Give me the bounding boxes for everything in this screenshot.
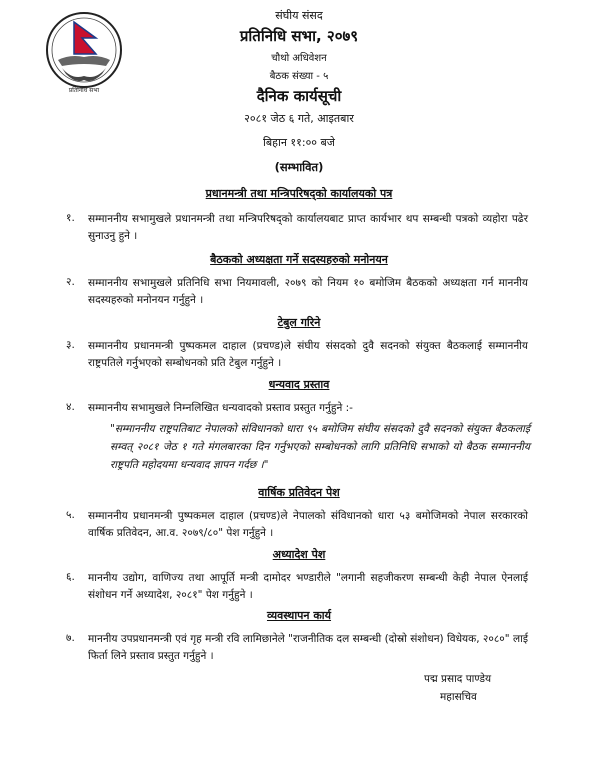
item-number: ४. (66, 401, 75, 413)
section-heading: बैठकको अध्यक्षता गर्ने सदस्यहरुको मनोनयन (210, 253, 388, 266)
item-number: ५. (66, 509, 75, 521)
item-number: १. (66, 212, 75, 224)
agenda-item-text: सम्माननीय सभामुखले प्रधानमन्त्री तथा मन्त्रिपरिषद्को कार्यालयबाट प्राप्त कार्यभार थप सम्बन्धी पत्रको व्यहोरा पढेर सुनाउनु हुने । (88, 213, 528, 242)
header-time: बिहान ११:०० बजे (263, 136, 335, 149)
header-meeting-number: बैठक संख्या - ५ (269, 71, 329, 82)
header-federal-parliament: संघीय संसद (275, 9, 323, 22)
svg-text:प्रतिनिधि सभा: प्रतिनिधि सभा (68, 87, 100, 94)
page-title: दैनिक कार्यसूची (256, 87, 342, 105)
section-heading: धन्यवाद प्रस्ताव (268, 378, 330, 391)
header-house: प्रतिनिधि सभा, २०७९ (239, 27, 359, 45)
agenda-item-text: माननीय उपप्रधानमन्त्री एवं गृह मन्त्री रवि लामिछानेले "राजनीतिक दल सम्बन्धी (दोस्रो संशोधन) विधेयक, २०८०" लाई फिर्ता लिने प्रस्ताव प्रस्तुत गर्नुहुने । (88, 633, 528, 662)
item-number: ३. (66, 339, 75, 351)
agenda-item-text: सम्माननीय प्रधानमन्त्री पुष्पकमल दाहाल (प्रचण्ड)ले संघीय संसदको दुवै सदनको संयुक्त बैठकलाई सम्माननीय राष्ट्रपतिले गर्नुभएको सम्बोधनको प्रति टेबुल गर्नुहुने । (88, 340, 528, 369)
section-heading: अध्यादेश पेश (272, 548, 326, 561)
header-session: चौथो अधिवेशन (271, 53, 327, 64)
agenda-item-text: माननीय उद्योग, वाणिज्य तथा आपूर्ति मन्त्री दामोदर भण्डारीले "लगानी सहजीकरण सम्बन्धी केही नेपाल ऐनलाई संशोधन गर्ने अध्यादेश, २०८१" पेश गर्नुहुने । (88, 572, 528, 601)
signatory-title: महासचिव (440, 691, 477, 703)
item-number: २. (66, 276, 75, 288)
signatory-name: पद्म प्रसाद पाण्डेय (424, 673, 492, 685)
agenda-item-text: सम्माननीय प्रधानमन्त्री पुष्पकमल दाहाल (प्रचण्ड)ले नेपालको संविधानको धारा ५३ बमोजिमको नेपाल सरकारको वार्षिक प्रतिवेदन, आ.व. २०७९/८०" पेश गर्नुहुने । (88, 510, 528, 539)
item-number: ६. (66, 571, 75, 583)
agenda-item-text: सम्माननीय सभामुखले निम्नलिखित धन्यवादको प्रस्ताव प्रस्तुत गर्नुहुने :- (88, 402, 353, 414)
section-heading: व्यवस्थापन कार्य (266, 609, 332, 622)
header-date: २०८१ जेठ ६ गते, आइतबार (244, 112, 354, 125)
item-number: ७. (66, 632, 75, 644)
section-heading: वार्षिक प्रतिवेदन पेश (258, 486, 340, 499)
section-heading: टेबुल गरिने (277, 316, 321, 329)
resolution-quote: "सम्माननीय राष्ट्रपतिबाट नेपालको संविधानको धारा ९५ बमोजिम संघीय संसदको दुवै सदनको संयुक्त बैठकलाई सम्वत् २०८१ जेठ १ गते मंगलबारका दिन गर्नुभएको सम्बोधनको लागि प्रतिनिधि सभाको यो बैठक सम्माननीय राष्ट्रपति महोदयमा धन्यवाद ज्ञापन गर्दछ ।" (110, 423, 530, 471)
section-heading: प्रधानमन्त्री तथा मन्त्रिपरिषद्को कार्यालयको पत्र (205, 187, 393, 200)
agenda-item-text: सम्माननीय सभामुखले प्रतिनिधि सभा नियमावली, २०७९ को नियम १० बमोजिम बैठकको अध्यक्षता गर्न माननीय सदस्यहरुको मनोनयन गर्नुहुने । (88, 277, 528, 306)
header-tentative: (सम्भावित) (274, 160, 324, 174)
